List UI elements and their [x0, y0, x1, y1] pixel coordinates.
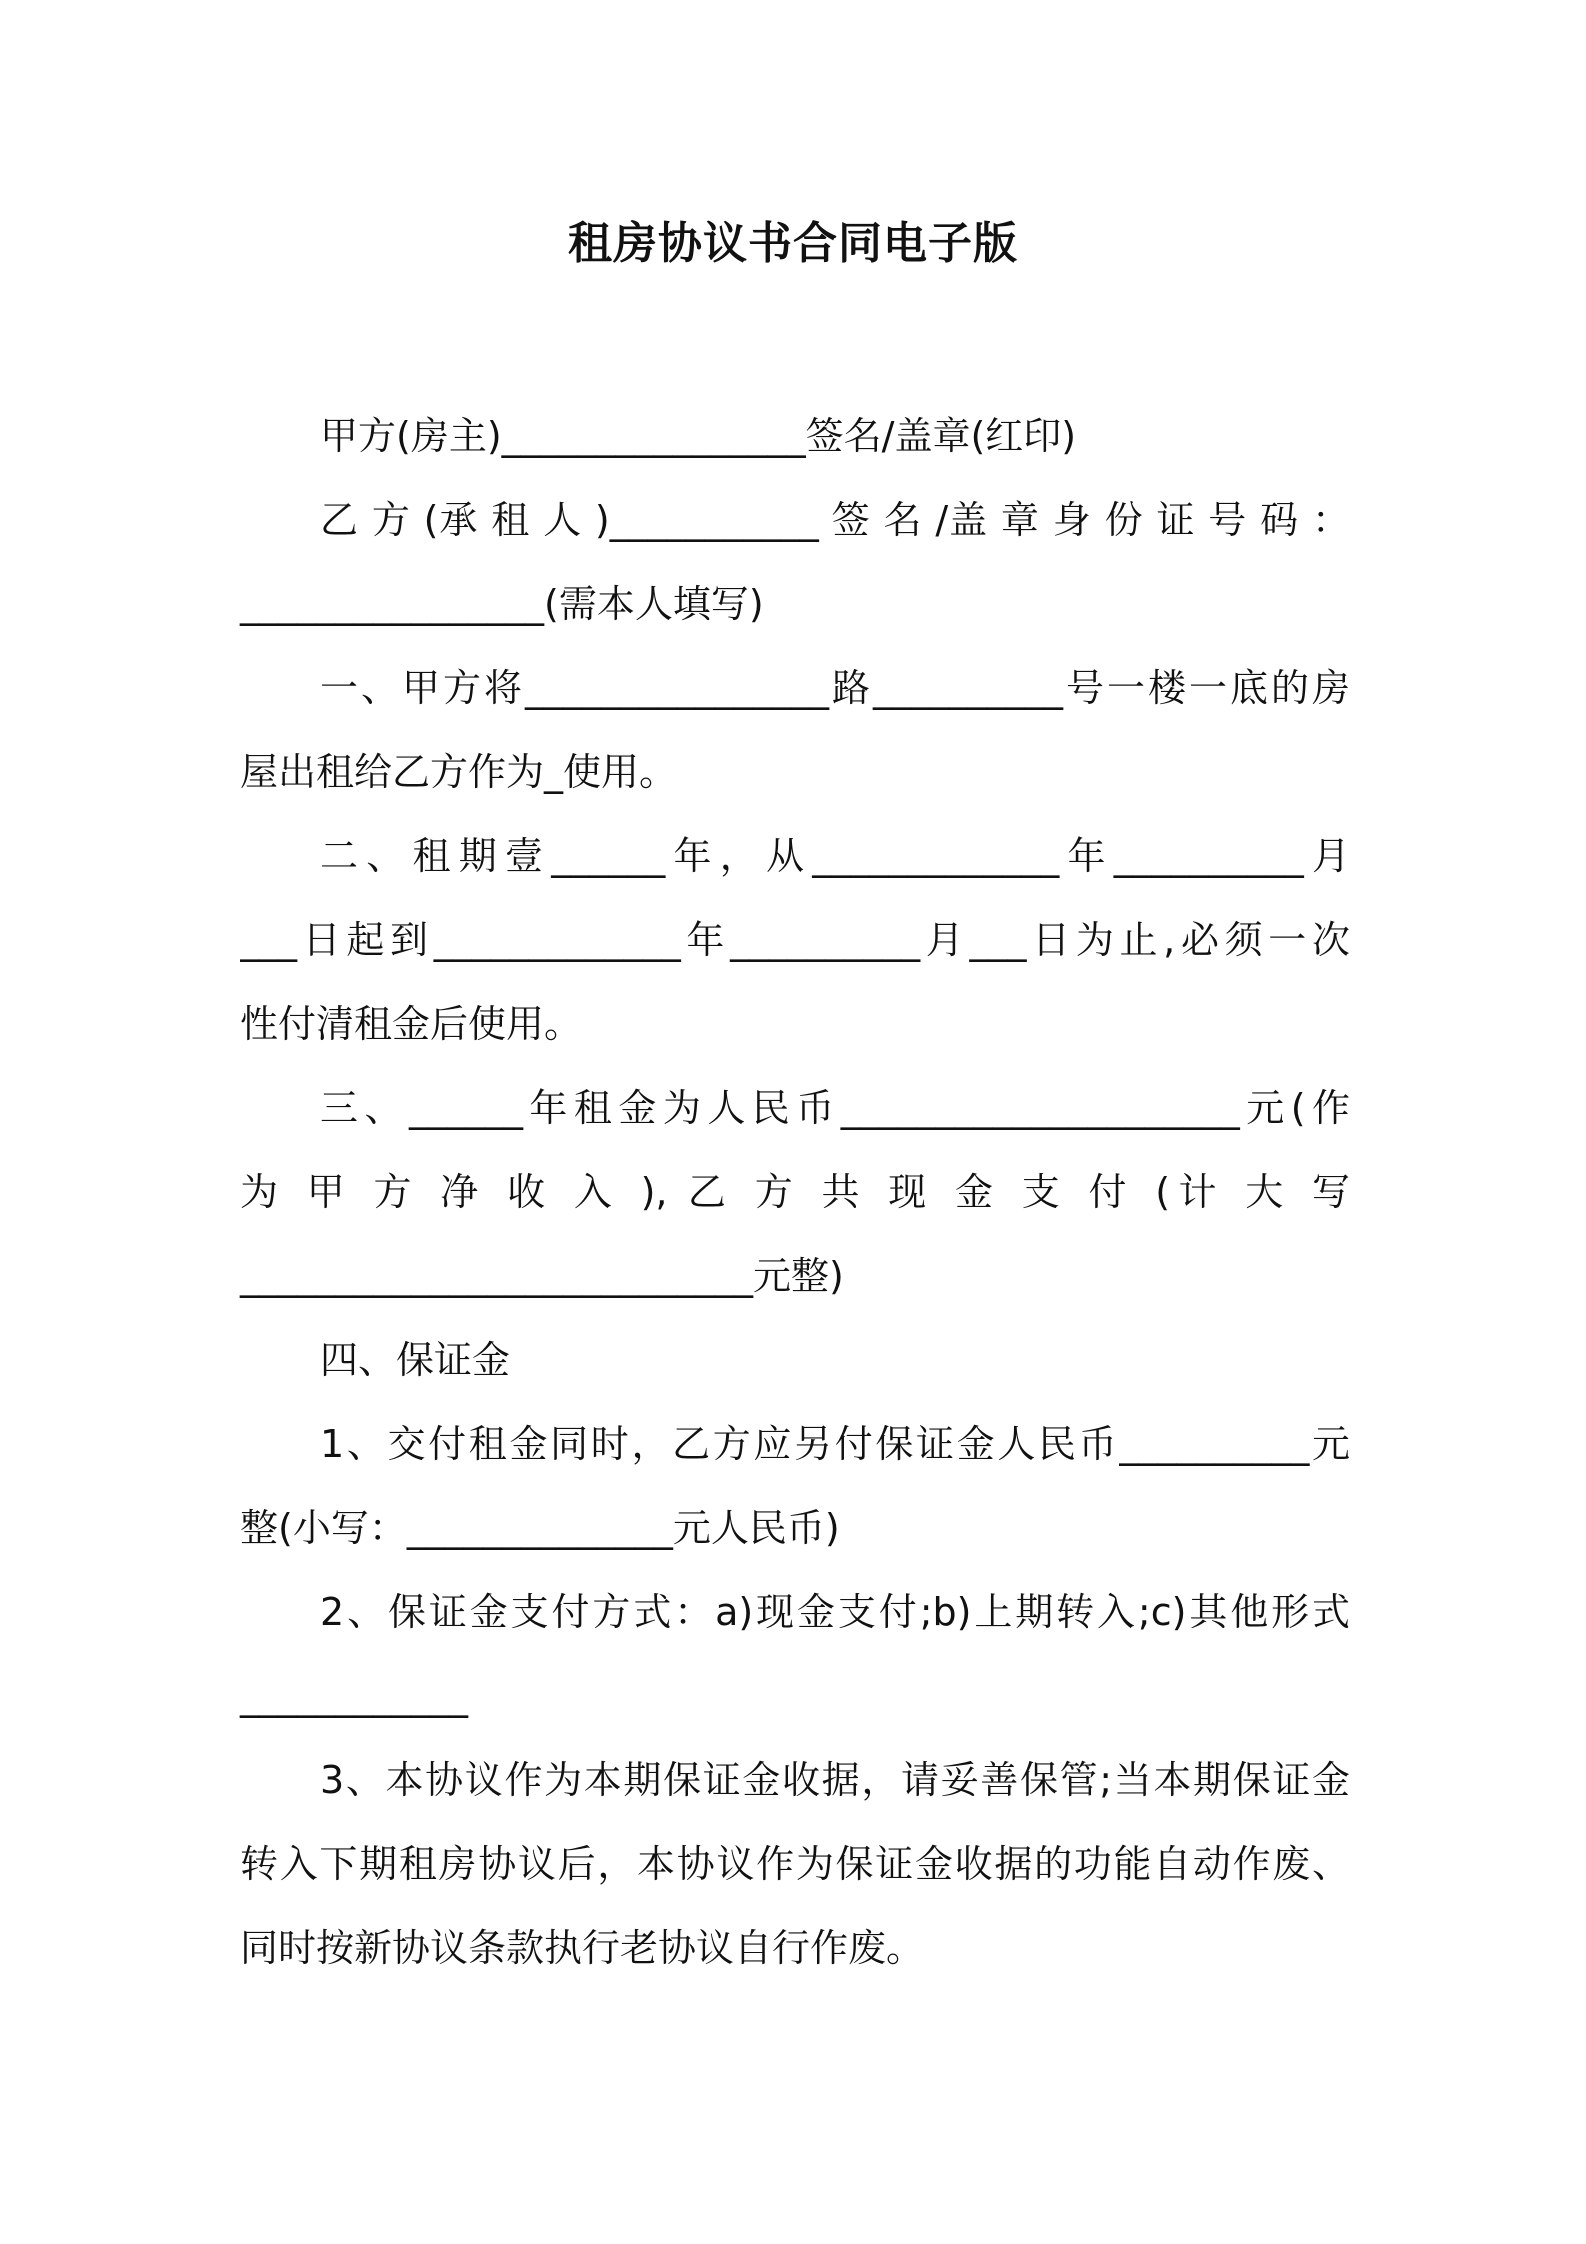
clause-3-line-1: 三、______年租金为人民币_____________________元(作: [320, 1086, 1350, 1130]
clause-3-line-3: ___________________________元整): [240, 1254, 844, 1298]
clause-4-item-3-line-3: 同时按新协议条款执行老协议自行作废。: [240, 1926, 925, 1970]
clause-4-heading: 四、保证金: [320, 1338, 511, 1382]
clause-1-line-1: 一、甲方将________________路__________号一楼一底的房: [320, 666, 1350, 710]
clause-2-line-1: 二、租期壹______年，从_____________年__________月: [320, 834, 1350, 878]
clause-4-item-2-line-1: 2、保证金支付方式：a)现金支付;b)上期转入;c)其他形式: [320, 1590, 1350, 1634]
clause-4-item-1-line-1: 1、交付租金同时，乙方应另付保证金人民币__________元: [320, 1422, 1350, 1466]
document-title: 租房协议书合同电子版: [568, 218, 1018, 269]
clause-2-line-2: ___日起到_____________年__________月___日为止,必须一次: [240, 918, 1350, 962]
clause-4-item-3-line-1: 3、本协议作为本期保证金收据，请妥善保管;当本期保证金: [320, 1758, 1350, 1802]
clause-4-item-1-line-2: 整(小写：______________元人民币): [240, 1506, 840, 1550]
clause-3-line-2: 为 甲 方 净 收 入 ), 乙 方 共 现 金 支 付 (计 大 写: [240, 1170, 1350, 1214]
party-b-id-line: ________________(需本人填写): [240, 582, 764, 626]
party-b-line: 乙 方 (承 租 人 )___________ 签 名 /盖 章 身 份 证 号 码 ：: [320, 498, 1350, 542]
party-a-line: 甲方(房主)________________签名/盖章(红印): [320, 414, 1077, 458]
clause-1-line-2: 屋出租给乙方作为_使用。: [240, 750, 678, 794]
clause-4-item-2-line-2: ____________: [240, 1674, 468, 1718]
clause-4-item-3-line-2: 转入下期租房协议后，本协议作为保证金收据的功能自动作废、: [240, 1842, 1350, 1886]
clause-2-line-3: 性付清租金后使用。: [240, 1002, 583, 1046]
